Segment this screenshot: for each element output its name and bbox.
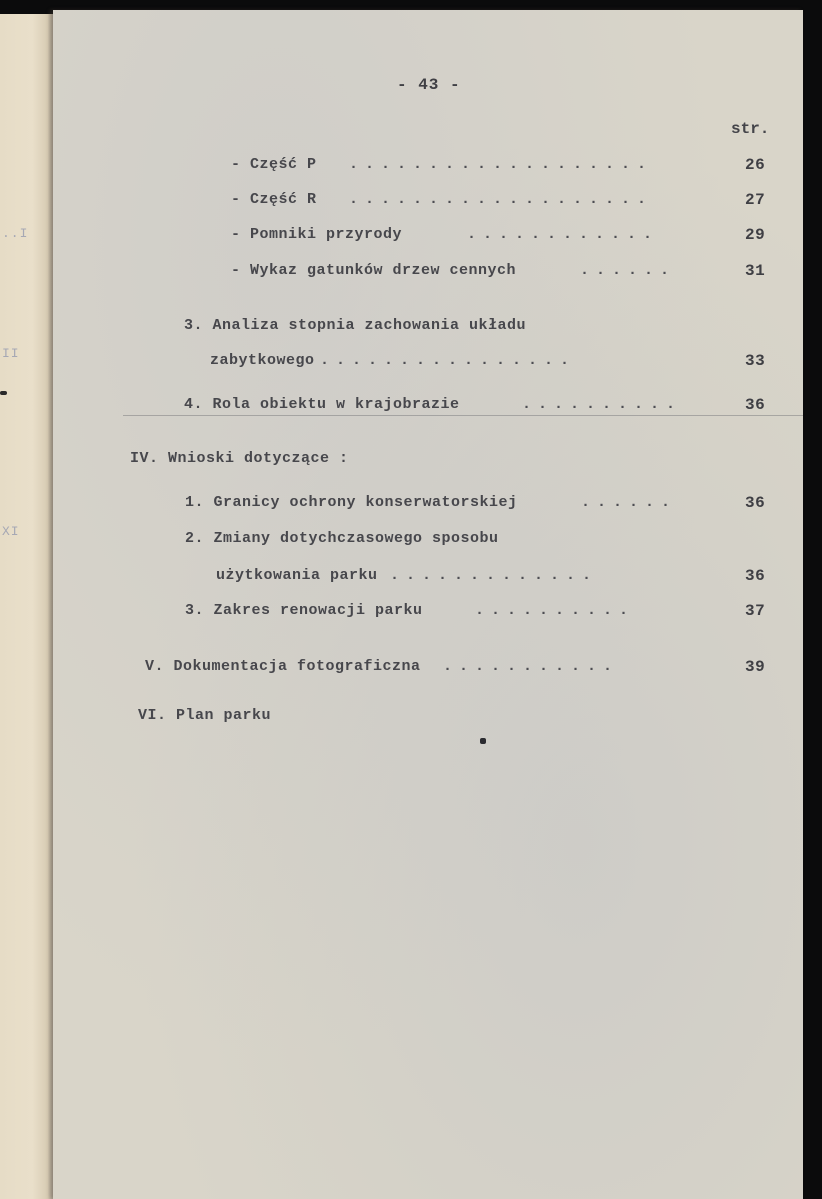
toc-leader: .......... xyxy=(522,396,683,413)
toc-entry xyxy=(145,658,775,682)
toc-leader: ........... xyxy=(443,658,620,675)
ink-blot xyxy=(0,391,7,395)
toc-page: 36 xyxy=(745,567,766,585)
toc-entry xyxy=(138,707,538,731)
toc-entry xyxy=(184,396,774,420)
toc-entry xyxy=(184,317,774,341)
toc-entry xyxy=(185,494,775,518)
toc-label: - Pomniki przyrody xyxy=(231,226,403,243)
toc-page: 26 xyxy=(745,156,766,174)
toc-leader: ...... xyxy=(581,494,678,511)
margin-mark: ..I xyxy=(2,226,29,241)
toc-label: - Wykaz gatunków drzew cennych xyxy=(231,262,517,279)
toc-page: 33 xyxy=(745,352,766,370)
toc-label: IV. Wnioski dotyczące : xyxy=(130,450,349,467)
toc-page: 36 xyxy=(745,494,766,512)
toc-leader: ...... xyxy=(580,262,677,279)
toc-entry xyxy=(216,567,776,591)
toc-leader: .......... xyxy=(475,602,636,619)
toc-label: 3. Zakres renowacji parku xyxy=(185,602,423,619)
toc-page: 37 xyxy=(745,602,766,620)
horizontal-rule xyxy=(123,415,803,416)
toc-leader: ............ xyxy=(467,226,660,243)
page-column-header: str. xyxy=(731,120,770,138)
margin-mark: II xyxy=(2,346,20,361)
toc-label: - Część P xyxy=(231,156,317,173)
toc-entry xyxy=(231,226,771,250)
toc-label: zabytkowego xyxy=(210,352,315,369)
toc-page: 31 xyxy=(745,262,766,280)
toc-page: 36 xyxy=(745,396,766,414)
toc-label: 4. Rola obiektu w krajobrazie xyxy=(184,396,460,413)
toc-page: 27 xyxy=(745,191,766,209)
margin-mark: XI xyxy=(2,524,20,539)
ink-speck xyxy=(480,738,486,744)
toc-label: - Część R xyxy=(231,191,317,208)
toc-leader: ................... xyxy=(349,156,654,173)
page-number: - 43 - xyxy=(397,76,461,94)
underlying-page-edge xyxy=(0,14,54,1199)
toc-entry xyxy=(231,262,771,286)
toc-leader: ................ xyxy=(320,352,577,369)
toc-label: 1. Granicy ochrony konserwatorskiej xyxy=(185,494,518,511)
toc-leader: ............. xyxy=(390,567,599,584)
toc-entry xyxy=(210,352,770,376)
document-page xyxy=(53,10,803,1199)
toc-entry xyxy=(231,191,771,215)
toc-label: użytkowania parku xyxy=(216,567,378,584)
toc-entry xyxy=(231,156,771,180)
toc-page: 39 xyxy=(745,658,766,676)
toc-leader: ................... xyxy=(349,191,654,208)
toc-label: V. Dokumentacja fotograficzna xyxy=(145,658,421,675)
toc-section-heading xyxy=(130,450,770,474)
toc-page: 29 xyxy=(745,226,766,244)
toc-label: 2. Zmiany dotychczasowego sposobu xyxy=(185,530,499,547)
toc-label: VI. Plan parku xyxy=(138,707,272,724)
toc-entry xyxy=(185,602,775,626)
toc-label: 3. Analiza stopnia zachowania układu xyxy=(184,317,527,334)
toc-entry xyxy=(185,530,775,554)
